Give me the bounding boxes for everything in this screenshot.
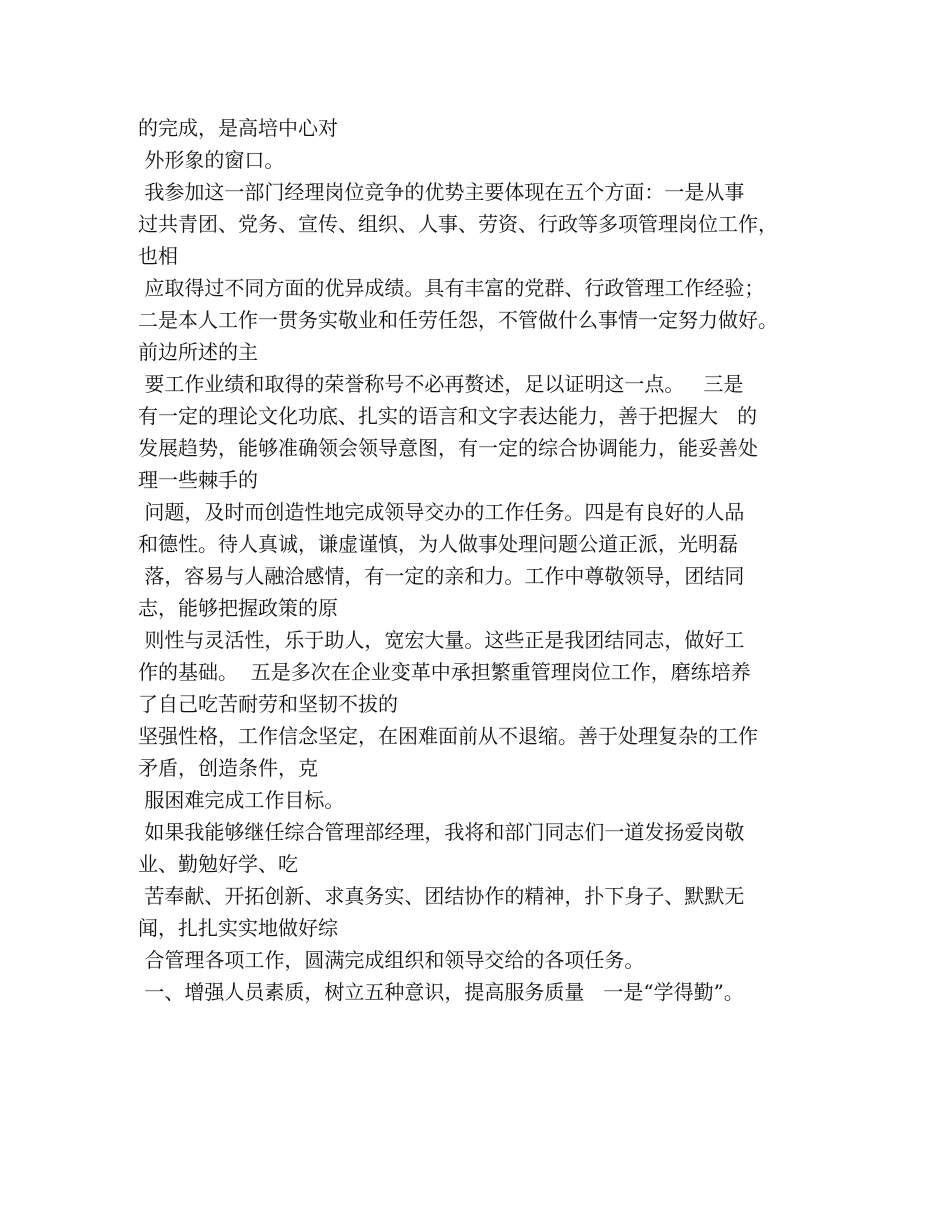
text-line: 我参加这一部门经理岗位竞争的优势主要体现在五个方面：一是从事 — [138, 180, 745, 204]
text-line: 的完成，是高培中心对 — [138, 116, 338, 140]
text-line: 要工作业绩和取得的荣誉称号不必再赘述，足以证明这一点。 三是 — [138, 372, 744, 396]
text-line: 发展趋势，能够准确领会领导意图，有一定的综合协调能力，能妥善处 — [138, 436, 758, 460]
text-line: 前边所述的主 — [138, 340, 258, 364]
text-line: 苦奉献、开拓创新、求真务实、团结协作的精神，扑下身子、默默无 — [138, 884, 745, 908]
text-line: 合管理各项工作，圆满完成组织和领导交给的各项任务。 — [138, 948, 645, 972]
text-line: 二是本人工作一贯务实敬业和任劳任怨，不管做什么事情一定努力做好。 — [138, 308, 778, 332]
text-line: 坚强性格，工作信念坚定，在困难面前从不退缩。善于处理复杂的工作 — [138, 724, 758, 748]
text-line: 理一些棘手的 — [138, 468, 258, 492]
text-line: 了自己吃苦耐劳和坚韧不拔的 — [138, 692, 398, 716]
text-line: 一、增强人员素质，树立五种意识，提高服务质量 一是“学得勤”。 — [138, 980, 744, 1004]
text-line: 如果我能够继任综合管理部经理，我将和部门同志们一道发扬爱岗敬 — [138, 820, 745, 844]
text-line: 也相 — [138, 244, 178, 268]
document-body — [138, 112, 828, 1008]
text-line: 问题，及时而创造性地完成领导交办的工作任务。四是有良好的人品 — [138, 500, 745, 524]
text-line: 落，容易与人融洽感情，有一定的亲和力。工作中尊敬领导，团结同 — [138, 564, 745, 588]
text-line: 志，能够把握政策的原 — [138, 596, 338, 620]
text-line: 应取得过不同方面的优异成绩。具有丰富的党群、行政管理工作经验； — [138, 276, 765, 300]
text-line: 过共青团、党务、宣传、组织、人事、劳资、行政等多项管理岗位工作， — [138, 212, 778, 236]
text-line: 和德性。待人真诚，谦虚谨慎，为人做事处理问题公道正派，光明磊 — [138, 532, 738, 556]
text-line: 有一定的理论文化功底、扎实的语言和文字表达能力，善于把握大 的 — [138, 404, 758, 428]
text-line: 矛盾，创造条件，克 — [138, 756, 318, 780]
text-line: 外形象的窗口。 — [138, 148, 285, 172]
text-line: 闻，扎扎实实地做好综 — [138, 916, 338, 940]
text-line: 服困难完成工作目标。 — [138, 788, 345, 812]
text-line: 作的基础。 五是多次在企业变革中承担繁重管理岗位工作，磨练培养 — [138, 660, 751, 684]
text-line: 业、勤勉好学、吃 — [138, 852, 298, 876]
text-line: 则性与灵活性，乐于助人，宽宏大量。这些正是我团结同志，做好工 — [138, 628, 745, 652]
